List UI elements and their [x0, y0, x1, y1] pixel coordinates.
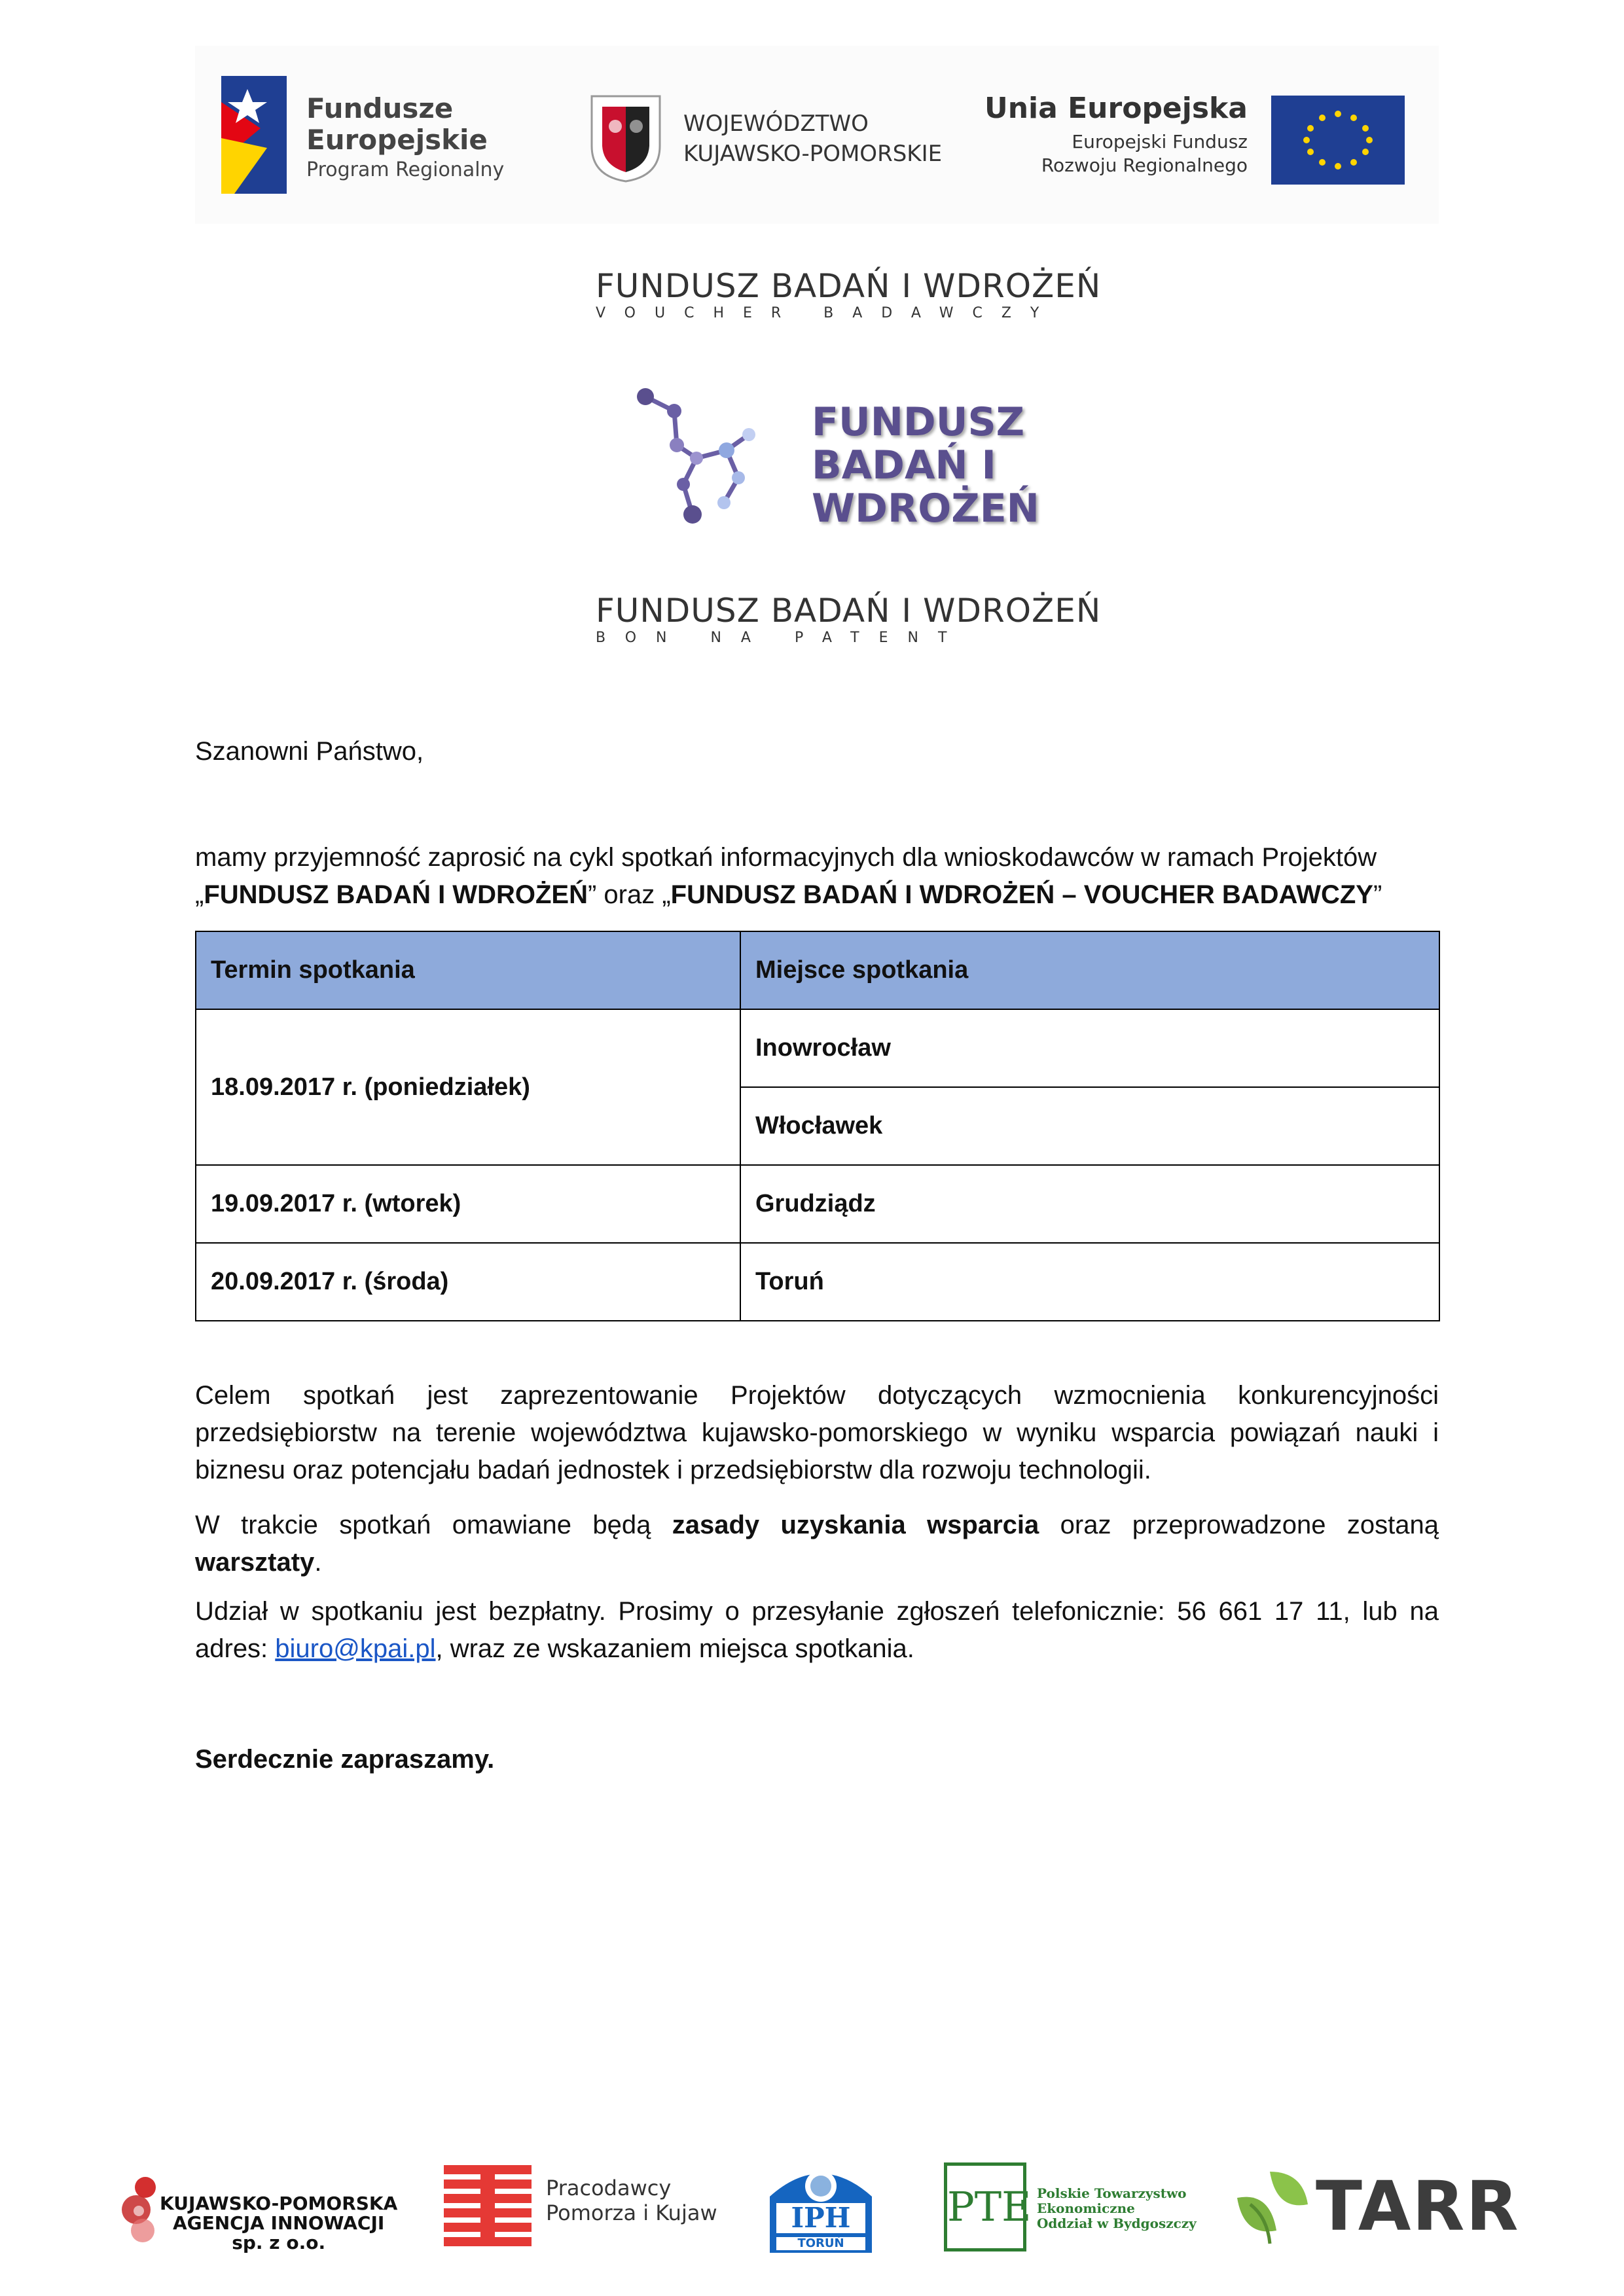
- workshops-emphasis-warsztaty: warsztaty: [195, 1548, 315, 1577]
- iph-city: TORUŃ: [797, 2236, 844, 2250]
- fbw-voucher-subtitle: VOUCHER BADAWCZY: [596, 305, 1058, 321]
- pracodawcy-line2: Pomorza i Kujaw: [546, 2200, 717, 2225]
- ue-text: [974, 92, 1248, 177]
- pte-line2: Ekonomiczne: [1037, 2200, 1135, 2216]
- closing-text: Serdecznie zapraszamy.: [195, 1745, 495, 1774]
- wojewodztwo-line1: WOJEWÓDZTWO: [683, 111, 869, 137]
- wojewodztwo-line2: KUJAWSKO-POMORSKIE: [683, 141, 943, 167]
- fbw-voucher-banner: [596, 267, 1101, 321]
- workshops-emphasis-support: zasady uzyskania wsparcia: [672, 1511, 1039, 1539]
- purpose-line3: biznesu oraz potencjału badań jednostek i przedsiębiorstw dla rozwoju technologii.: [195, 1456, 1151, 1484]
- wojewodztwo-crest-icon: [589, 94, 662, 184]
- intro-mid: ” oraz „: [587, 880, 671, 909]
- pracodawcy-line1: Pracodawcy: [546, 2176, 672, 2200]
- fbw-voucher-title: FUNDUSZ BADAŃ I WDROŻEŃ: [596, 267, 1102, 305]
- kpai-line2: AGENCJA INNOWACJI: [172, 2212, 385, 2234]
- purpose-line2: przedsiębiorstw na terenie województwa kujawsko-pomorskiego w wyniku wsparcia powiązań nauki i: [195, 1418, 1439, 1447]
- table-row: [196, 1165, 1439, 1243]
- kpai-line1: KUJAWSKO-POMORSKA: [160, 2193, 398, 2214]
- row-date: 18.09.2017 r. (poniedziałek): [196, 1009, 740, 1165]
- fe-text-block: [306, 93, 504, 181]
- workshops-text-a: W trakcie spotkań omawiane będą: [195, 1511, 672, 1539]
- fbw-bon-subtitle: BON NA PATENT: [596, 630, 967, 646]
- intro-line2: [195, 876, 1439, 914]
- fe-subtitle: Program Regionalny: [306, 158, 505, 181]
- eu-flag-icon: [1271, 96, 1405, 185]
- registration-post: , wraz ze wskazaniem miejsca spotkania.: [435, 1634, 914, 1663]
- row-place: Włocławek: [740, 1087, 1439, 1165]
- registration-line2: [195, 1630, 1439, 1668]
- intro-paragraph: [195, 839, 1439, 914]
- table-row: [196, 1009, 1439, 1087]
- pte-line1: Polskie Towarzystwo: [1037, 2185, 1187, 2201]
- ue-line1: Europejski Fundusz: [1072, 131, 1248, 152]
- table-header-row: [196, 931, 1439, 1009]
- wojewodztwo-text: [683, 109, 942, 169]
- workshops-line1: [195, 1507, 1439, 1544]
- header-termin: Termin spotkania: [196, 931, 740, 1009]
- fbw-logo-line3: WDROŻEŃ: [812, 486, 1039, 531]
- iph-text: IPH: [791, 2202, 851, 2234]
- row-date: 19.09.2017 r. (wtorek): [196, 1165, 740, 1243]
- pracodawcy-logo-icon: [444, 2165, 532, 2246]
- row-place: Toruń: [740, 1243, 1439, 1321]
- intro-quote-open: „: [195, 880, 204, 909]
- pte-logo-icon: PTE: [944, 2162, 1026, 2251]
- registration-pre: adres:: [195, 1634, 276, 1663]
- fbw-bon-banner: [596, 592, 1101, 646]
- workshops-text-c: oraz przeprowadzone zostaną: [1039, 1511, 1439, 1539]
- intro-quote-close: ”: [1373, 880, 1382, 909]
- kpai-text: [160, 2194, 397, 2253]
- fbw-bon-title: FUNDUSZ BADAŃ I WDROŻEŃ: [596, 592, 1102, 630]
- ue-title: Unia Europejska: [984, 92, 1248, 125]
- workshops-line2: [195, 1544, 1439, 1581]
- row-place: Inowrocław: [740, 1009, 1439, 1087]
- intro-project1: FUNDUSZ BADAŃ I WDROŻEŃ: [204, 880, 588, 909]
- fbw-logo-line1: FUNDUSZ: [812, 399, 1025, 445]
- intro-project2: FUNDUSZ BADAŃ I WDROŻEŃ – VOUCHER BADAWCZY: [670, 880, 1373, 909]
- ue-line2: Rozwoju Regionalnego: [1041, 154, 1248, 176]
- fbw-logo-line2: BADAŃ I: [812, 442, 996, 488]
- workshops-text-e: .: [314, 1548, 322, 1577]
- molecule-icon: [628, 385, 766, 532]
- paragraph-purpose: [195, 1377, 1439, 1489]
- paragraph-registration: [195, 1593, 1439, 1668]
- table-row: [196, 1243, 1439, 1321]
- row-date: 20.09.2017 r. (środa): [196, 1243, 740, 1321]
- meeting-schedule-table: [195, 931, 1440, 1321]
- header-miejsce: Miejsce spotkania: [740, 931, 1439, 1009]
- fe-title: Fundusze Europejskie: [306, 92, 488, 156]
- fundusze-europejskie-logo: [221, 76, 287, 194]
- pte-line3: Oddział w Bydgoszczy: [1037, 2215, 1197, 2231]
- purpose-line1: Celem spotkań jest zaprezentowanie Projektów dotyczących wzmocnienia konkurencyjności: [195, 1381, 1439, 1410]
- fbw-main-logo-text: [812, 401, 1039, 530]
- registration-line1: Udział w spotkaniu jest bezpłatny. Prosimy o przesyłanie zgłoszeń telefonicznie: 56 661 17 11, lub na: [195, 1597, 1439, 1626]
- pracodawcy-text: [546, 2176, 717, 2225]
- row-place: Grudziądz: [740, 1165, 1439, 1243]
- intro-line1: mamy przyjemność zaprosić na cykl spotkań informacyjnych dla wnioskodawców w ramach Projektów: [195, 843, 1377, 872]
- greeting: Szanowni Państwo,: [195, 737, 424, 766]
- tarr-leaf-icon: [1231, 2165, 1312, 2246]
- kpai-line3: sp. z o.o.: [232, 2232, 326, 2253]
- pte-text: [1037, 2186, 1197, 2231]
- tarr-text: TARR: [1316, 2166, 1520, 2246]
- email-link[interactable]: biuro@kpai.pl: [275, 1634, 436, 1663]
- paragraph-workshops: [195, 1507, 1439, 1581]
